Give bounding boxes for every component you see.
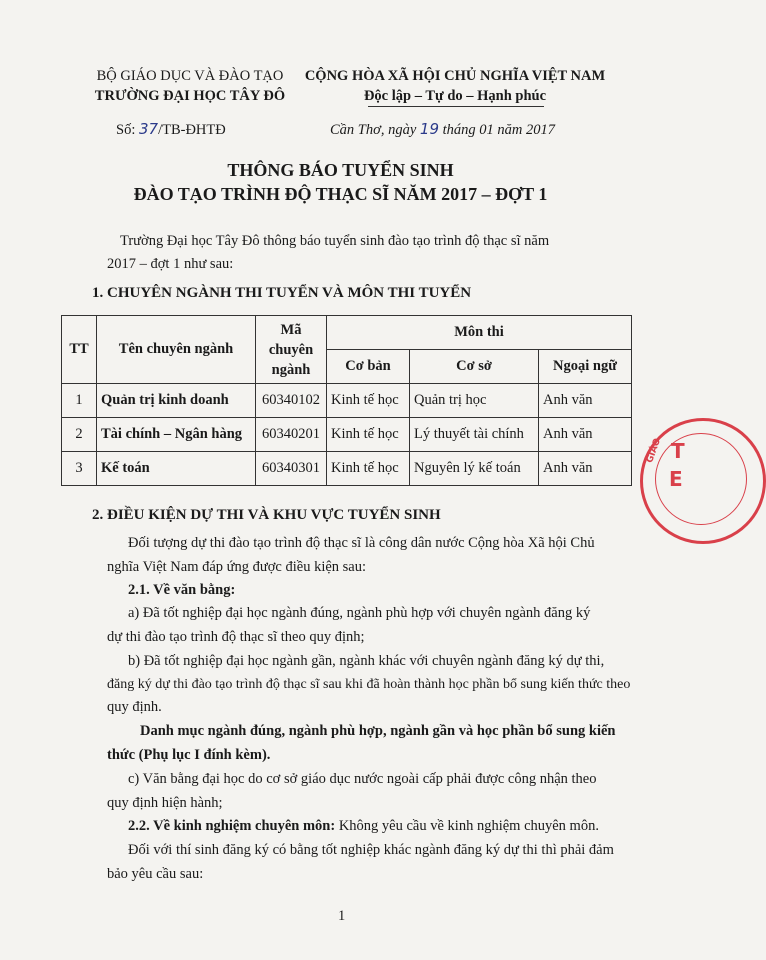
row-foreign: Anh văn — [539, 384, 632, 418]
item-a-line-2: dự thi đào tạo trình độ thạc sĩ theo quy định; — [107, 629, 365, 645]
header-program-name: Tên chuyên ngành — [97, 316, 256, 384]
row-program-code: 60340102 — [256, 384, 327, 418]
section-2-title: 2. ĐIỀU KIỆN DỰ THI VÀ KHU VỰC TUYỂN SINH — [92, 507, 441, 523]
intro-line-1: Trường Đại học Tây Đô thông báo tuyển sinh đào tạo trình độ thạc sĩ năm — [120, 233, 550, 249]
title-line-1: THÔNG BÁO TUYỂN SINH — [227, 160, 454, 180]
item-b-line-1: b) Đã tốt nghiệp đại học ngành gần, ngành khác với chuyên ngành đăng ký dự thi, — [128, 653, 605, 669]
date-suffix: tháng 01 năm 2017 — [439, 122, 556, 138]
header-basic: Cơ bản — [327, 350, 410, 384]
row-program-name: Tài chính – Ngân hàng — [97, 418, 256, 452]
row-tt: 2 — [62, 418, 97, 452]
national-motto: Độc lập – Tự do – Hạnh phúc — [363, 88, 547, 104]
header-base: Cơ sở — [410, 350, 539, 384]
page-number: 1 — [338, 908, 346, 924]
header-exam-subjects: Môn thi — [327, 316, 632, 350]
title-line-2: ĐÀO TẠO TRÌNH ĐỘ THẠC SĨ NĂM 2017 – ĐỢT 1 — [133, 184, 548, 204]
doc-no-prefix: Số: — [116, 122, 139, 138]
header-left — [70, 66, 310, 106]
stamp-text-top: GIÁO — [645, 437, 664, 465]
header-program-code: Mã chuyên ngành — [256, 316, 327, 384]
appendix-note-line-1: Danh mục ngành đúng, ngành phù hợp, ngành gần và học phần bổ sung kiến — [140, 723, 616, 739]
subsection-2-2-text: Không yêu cầu về kinh nghiệm chuyên môn. — [335, 818, 599, 834]
intro-line-2: 2017 – đợt 1 như sau: — [107, 256, 234, 272]
table-header-row — [62, 316, 632, 350]
row-program-code: 60340301 — [256, 452, 327, 486]
row-base: Lý thuyết tài chính — [410, 418, 539, 452]
document-number — [116, 120, 226, 139]
row-base: Nguyên lý kế toán — [410, 452, 539, 486]
row-tt: 3 — [62, 452, 97, 486]
program-table — [61, 315, 632, 486]
subsection-2-2-title: 2.2. Về kinh nghiệm chuyên môn: — [128, 818, 336, 834]
stamp-letter-2: E — [669, 467, 683, 491]
row-program-code: 60340201 — [256, 418, 327, 452]
doc-no-suffix: /TB-ĐHTĐ — [158, 122, 226, 138]
date-day-handwritten: 19 — [419, 120, 440, 138]
table-row — [62, 384, 632, 418]
item-a-line-1: a) Đã tốt nghiệp đại học ngành đúng, ngành phù hợp với chuyên ngành đăng ký — [128, 605, 591, 621]
header-foreign: Ngoại ngữ — [539, 350, 632, 384]
section-2-intro-line-2: nghĩa Việt Nam đáp ứng được điều kiện sau: — [107, 559, 367, 575]
date-prefix: Cần Thơ, ngày — [330, 122, 420, 138]
section-1-title: 1. CHUYÊN NGÀNH THI TUYỂN VÀ MÔN THI TUYỂN — [92, 285, 472, 301]
row-tt: 1 — [62, 384, 97, 418]
row-basic: Kinh tế học — [327, 452, 410, 486]
ministry-name: BỘ GIÁO DỤC VÀ ĐÀO TẠO — [96, 68, 284, 84]
doc-no-handwritten: 37 — [138, 120, 159, 138]
section-2-intro-line-1: Đối tượng dự thi đào tạo trình độ thạc sĩ là công dân nước Cộng hòa Xã hội Chủ — [128, 535, 595, 551]
row-basic: Kinh tế học — [327, 418, 410, 452]
appendix-note-line-2: thức (Phụ lục I đính kèm). — [107, 747, 271, 763]
header-tt: TT — [62, 316, 97, 384]
item-c-line-2: quy định hiện hành; — [107, 795, 223, 811]
subsection-2-1-title: 2.1. Về văn bằng: — [128, 582, 236, 598]
republic-name: CỘNG HÒA XÃ HỘI CHỦ NGHĨA VIỆT NAM — [304, 68, 606, 84]
item-b-line-3: quy định. — [107, 699, 162, 715]
header-right — [290, 66, 620, 106]
row-program-name: Quản trị kinh doanh — [97, 384, 256, 418]
item-b-line-2: đăng ký dự thi đào tạo trình độ thạc sĩ sau khi đã hoàn thành học phần bổ sung kiến thức theo — [107, 677, 631, 692]
row-base: Quản trị học — [410, 384, 539, 418]
red-seal-stamp — [640, 418, 766, 544]
document-date — [330, 120, 555, 139]
last-para-line-1: Đối với thí sinh đăng ký có bằng tốt nghiệp khác ngành đăng ký dự thi thì phải đảm — [128, 842, 614, 858]
stamp-letter-1: T — [671, 439, 685, 463]
row-basic: Kinh tế học — [327, 384, 410, 418]
row-program-name: Kế toán — [97, 452, 256, 486]
table-row — [62, 452, 632, 486]
row-foreign: Anh văn — [539, 452, 632, 486]
table-row — [62, 418, 632, 452]
motto-underline — [368, 106, 544, 107]
university-name: TRƯỜNG ĐẠI HỌC TÂY ĐÔ — [94, 88, 286, 104]
item-c-line-1: c) Văn bằng đại học do cơ sở giáo dục nước ngoài cấp phải được công nhận theo — [128, 771, 597, 787]
last-para-line-2: bảo yêu cầu sau: — [107, 866, 204, 882]
row-foreign: Anh văn — [539, 418, 632, 452]
subsection-2-2 — [128, 818, 599, 835]
